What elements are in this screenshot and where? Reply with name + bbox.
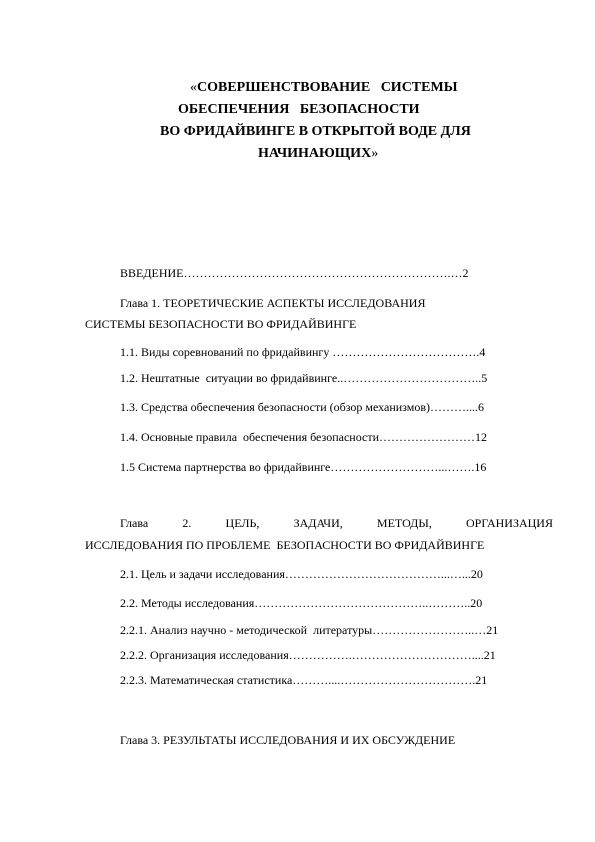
toc-chapter2-word: ЗАДАЧИ, <box>293 516 343 530</box>
toc-chapter2-line1 <box>120 516 553 530</box>
title-line-4 <box>258 146 378 162</box>
title-line-1 <box>190 80 457 96</box>
toc-item-1-1: 1.1. Виды соревнований по фридайвингу ……………………………….4 <box>120 345 486 359</box>
toc-item-2-2-2: 2.2.2. Организация исследования…………….…………………………....21 <box>120 648 496 662</box>
toc-item-2-1: 2.1. Цель и задачи исследования…………………………………...…...20 <box>120 567 483 581</box>
title-line-3 <box>160 124 471 140</box>
title-close-quote: » <box>371 146 379 161</box>
toc-item-2-2: 2.2. Методы исследования……………………………………..………..20 <box>120 596 483 610</box>
toc-chapter2-line2: ИССЛЕДОВАНИЯ ПО ПРОБЛЕМЕ БЕЗОПАСНОСТИ ВО ФРИДАЙВИНГЕ <box>85 538 485 552</box>
toc-item-1-4: 1.4. Основные правила обеспечения безопасности……………………12 <box>120 430 487 444</box>
toc-item-1-2: 1.2. Нештатные ситуации во фридайвинге..……………………………..5 <box>120 371 488 385</box>
toc-chapter2-word: Глава <box>120 516 149 530</box>
toc-item-1-5: 1.5 Система партнерства во фридайвинге………………………...…….16 <box>120 460 487 474</box>
title-line-2-text: ОБЕСПЕЧЕНИЯ БЕЗОПАСНОСТИ <box>178 102 420 117</box>
title-open-quote: « <box>190 80 197 95</box>
toc-intro: ВВЕДЕНИЕ………………………………………………………….…2 <box>120 266 469 280</box>
toc-chapter2-word: 2. <box>182 516 192 530</box>
title-line-3-text: ВО ФРИДАЙВИНГЕ В ОТКРЫТОЙ ВОДЕ ДЛЯ <box>160 124 471 139</box>
title-line-4-text: НАЧИНАЮЩИХ <box>258 146 372 161</box>
toc-chapter2-word: ЦЕЛЬ, <box>225 516 260 530</box>
toc-chapter2-word: МЕТОДЫ, <box>376 516 432 530</box>
toc-chapter3: Глава 3. РЕЗУЛЬТАТЫ ИССЛЕДОВАНИЯ И ИХ ОБСУЖДЕНИЕ <box>120 733 456 747</box>
toc-chapter1-line1: Глава 1. ТЕОРЕТИЧЕСКИЕ АСПЕКТЫ ИССЛЕДОВАНИЯ <box>120 296 426 310</box>
toc-chapter2-word: ОРГАНИЗАЦИЯ <box>465 516 553 530</box>
title-line-1-text: СОВЕРШЕНСТВОВАНИЕ СИСТЕМЫ <box>197 80 458 95</box>
toc-item-2-2-1: 2.2.1. Анализ научно - методической литературы……………………..…21 <box>120 623 499 637</box>
toc-item-1-3: 1.3. Средства обеспечения безопасности (обзор механизмов)………....6 <box>120 400 485 414</box>
title-line-2 <box>178 102 420 118</box>
toc-item-2-2-3: 2.2.3. Математическая статистика………....…………………………….21 <box>120 673 488 687</box>
toc-chapter1-line2: СИСТЕМЫ БЕЗОПАСНОСТИ ВО ФРИДАЙВИНГЕ <box>85 317 357 331</box>
